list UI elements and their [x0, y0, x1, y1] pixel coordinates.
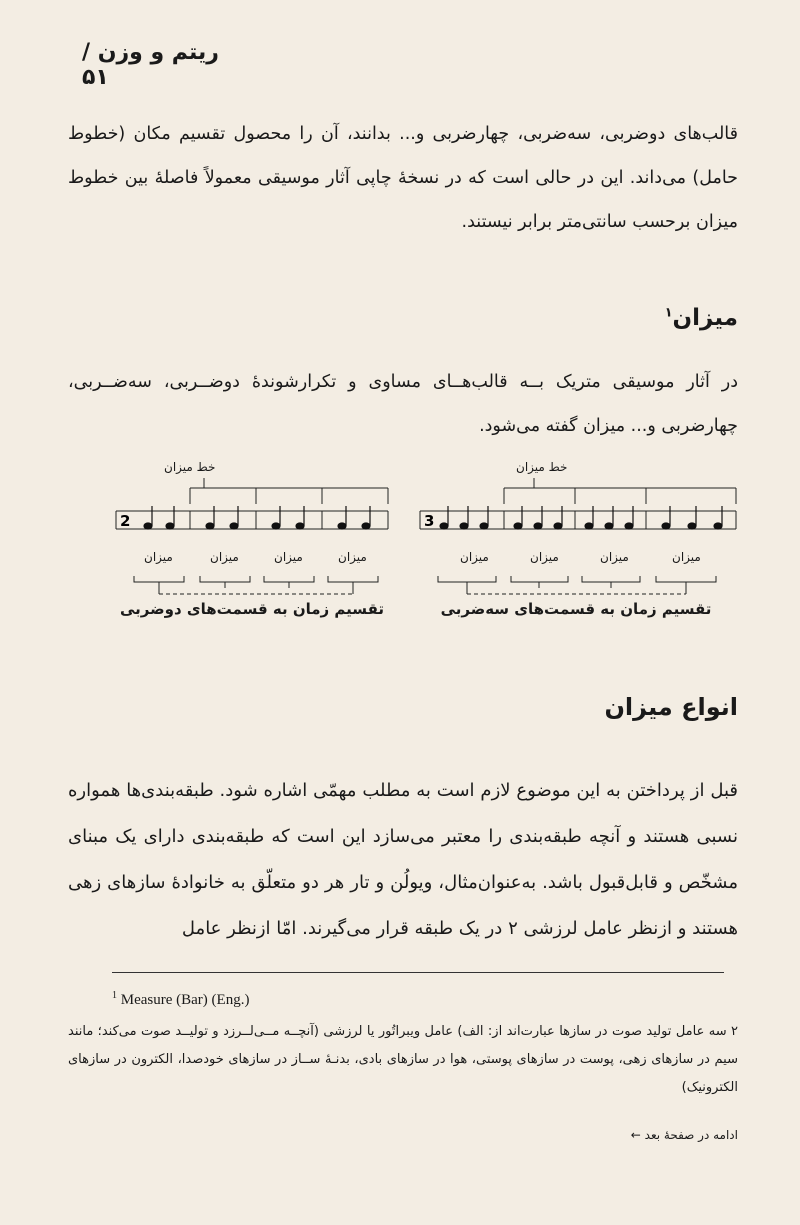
measure-label: میزان [530, 550, 559, 564]
heading-measure-types: انواع میزان [604, 693, 738, 721]
measure-label: میزان [600, 550, 629, 564]
paragraph-intro: قالب‌های دوضربی، سه‌ضربی، چهارضربی و... بدانند، آن را محصول تقسیم مکان (خطوط حامل) می‌داند. این در حالی است که در نسخهٔ چاپی آثار موسیقی معمولاً فاصلهٔ بین خطوط میزان برحسب سانتی‌متر برابر نیستند. [68, 124, 738, 232]
footnote-1-mark: 1 [112, 990, 117, 1001]
measure-label: میزان [338, 550, 367, 564]
footnote-divider [112, 972, 724, 973]
footnote-mark: ۱ [664, 305, 673, 321]
staff-diagram [416, 476, 746, 606]
figure-caption: تقسیم زمان به قسمت‌های سه‌ضربی [440, 600, 712, 618]
time-signature: 2 [120, 512, 131, 530]
measure-label: میزان [274, 550, 303, 564]
heading-measure [665, 305, 738, 331]
figure-triple-meter [416, 458, 746, 628]
measure-label: میزان [460, 550, 489, 564]
barline-label: خط میزان [164, 460, 216, 474]
footnote-2: ۲ سه عامل تولید صوت در سازها عبارت‌اند از: الف) عامل ویبراتُور یا لرزشی (آنچــه مــی‌لــرزد و تولیــد صوت می‌کند؛ مانند سیم در سازهای زهی، پوست در سازهای پوستی، هوا در سازهای بادی، بدنـهٔ ســاز در سازهای خودصدا، الکترون در سازهای الکترونیک) [68, 1024, 738, 1095]
paragraph-measure-definition: در آثار موسیقی متریک بــه قالب‌هــای مساوی و تکرارشوندهٔ دوضــربی، سه‌ضــربی، چهارضربی و... میزان گفته می‌شود. [68, 372, 738, 436]
measure-label: میزان [210, 550, 239, 564]
heading-measure-text: میزان [672, 305, 738, 331]
measure-label: میزان [144, 550, 173, 564]
figure-caption: تقسیم زمان به قسمت‌های دوضربی [119, 600, 384, 618]
running-header: ریتم و وزن / ۵۱ [82, 40, 219, 90]
continued-note: ادامه در صفحهٔ بعد ← [630, 1128, 738, 1142]
paragraph-classification: قبل از پرداختن به این موضوع لازم است به مطلب مهمّی اشاره شود. طبقه‌بندی‌ها همواره نسبی هستند و آنچه طبقه‌بندی را معتبر می‌سازد این است که طبقه‌بندی دارای یک مبنای مشخّص و قابل‌قبول باشد. به‌عنوان‌مثال، ویولُن و تار هر دو متعلّق به خانوادهٔ سازهای زهی هستند و ازنظر عامل لرزشی ۲ در یک طبقه قرار می‌گیرند. امّا ازنظر عامل [68, 780, 738, 939]
barline-label: خط میزان [516, 460, 568, 474]
measure-label: میزان [672, 550, 701, 564]
footnote-1 [112, 990, 249, 1009]
staff-diagram [112, 476, 402, 606]
footnote-1-text: Measure (Bar) (Eng.) [120, 992, 250, 1008]
figure-duple-meter [112, 458, 402, 628]
time-signature: 3 [424, 512, 435, 530]
